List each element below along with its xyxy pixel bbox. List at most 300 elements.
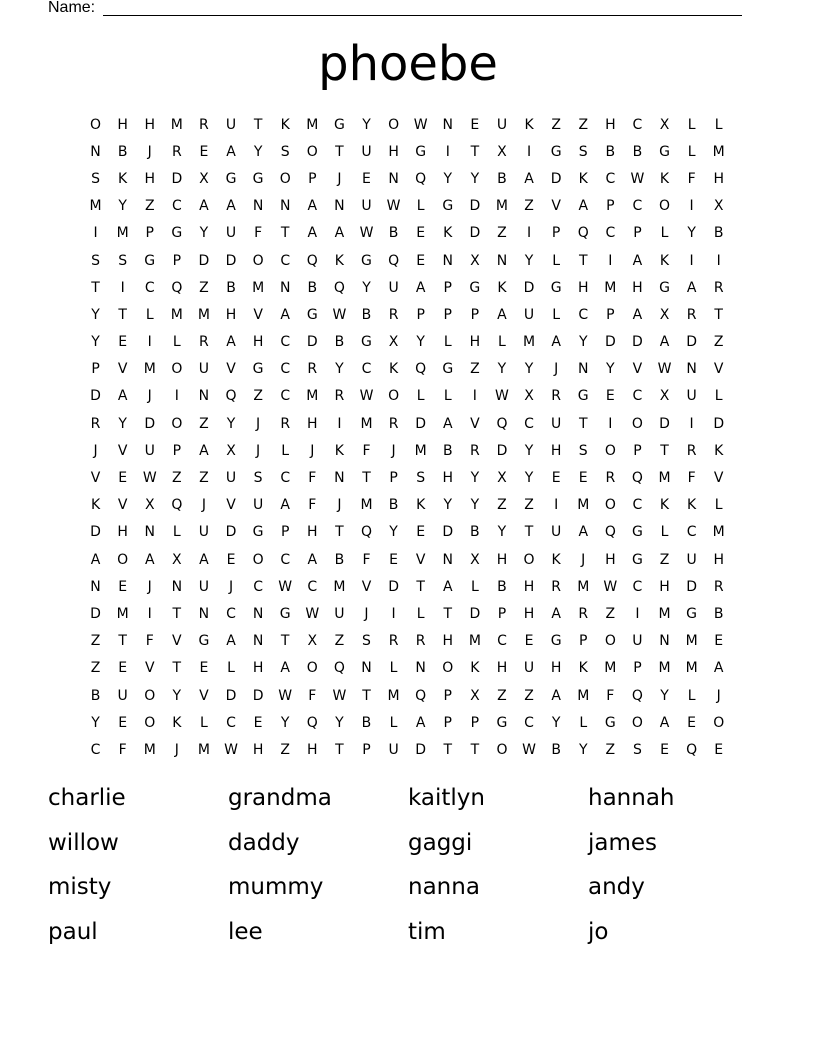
- search-word: charlie: [48, 785, 126, 812]
- grid-letter: P: [633, 660, 642, 677]
- grid-letter: I: [554, 497, 559, 514]
- grid-letter: Z: [334, 633, 345, 650]
- grid-letter: D: [90, 388, 101, 405]
- grid-letter: P: [633, 442, 642, 459]
- grid-letter: T: [524, 524, 534, 541]
- word-row: [48, 821, 768, 866]
- grid-letter: M: [306, 388, 319, 405]
- grid-letter: S: [578, 143, 588, 160]
- grid-letter: P: [91, 361, 100, 378]
- grid-letter: M: [658, 660, 671, 677]
- grid-letter: N: [252, 605, 264, 622]
- grid-letter: S: [91, 252, 100, 269]
- grid-letter: W: [495, 388, 509, 405]
- grid-letter: K: [118, 170, 128, 187]
- grid-letter: O: [306, 143, 318, 160]
- grid-letter: K: [172, 714, 182, 731]
- grid-letter: D: [469, 605, 481, 622]
- grid-letter: S: [91, 170, 100, 187]
- grid-letter: Q: [631, 470, 643, 487]
- grid-letter: P: [308, 170, 317, 187]
- name-label: Name:: [48, 0, 96, 16]
- grid-letter: S: [253, 470, 263, 487]
- grid-letter: X: [659, 116, 670, 133]
- grid-letter: N: [198, 388, 210, 405]
- grid-letter: Y: [118, 415, 127, 432]
- grid-letter: Q: [631, 687, 643, 704]
- grid-letter: G: [550, 633, 562, 650]
- search-word: daddy: [228, 829, 300, 856]
- grid-letter: V: [226, 497, 236, 514]
- grid-letter: Z: [470, 361, 480, 378]
- grid-letter: F: [254, 225, 263, 242]
- grid-letter: G: [659, 279, 670, 296]
- grid-letter: L: [389, 660, 398, 677]
- grid-letter: D: [659, 415, 670, 432]
- grid-letter: A: [497, 306, 507, 323]
- grid-letter: D: [550, 170, 562, 187]
- grid-letter: A: [280, 660, 290, 677]
- grid-letter: H: [252, 660, 264, 677]
- grid-letter: T: [660, 442, 669, 459]
- grid-letter: F: [362, 551, 371, 568]
- grid-letter: V: [144, 660, 155, 677]
- grid-letter: P: [497, 605, 507, 622]
- grid-letter: N: [659, 633, 670, 650]
- grid-letter: Y: [91, 714, 100, 731]
- grid-letter: A: [442, 578, 453, 595]
- grid-letter: T: [172, 605, 182, 622]
- grid-letter: W: [630, 170, 645, 187]
- grid-row: [82, 356, 730, 383]
- grid-letter: A: [415, 279, 426, 296]
- grid-letter: B: [605, 143, 616, 160]
- grid-letter: C: [171, 198, 182, 215]
- grid-letter: Z: [659, 551, 670, 568]
- grid-letter: N: [496, 252, 508, 269]
- grid-letter: L: [416, 605, 425, 622]
- grid-letter: C: [226, 714, 236, 731]
- grid-letter: P: [145, 225, 154, 242]
- grid-letter: I: [526, 225, 532, 242]
- search-word: willow: [48, 829, 119, 856]
- grid-letter: Z: [551, 116, 561, 133]
- grid-letter: H: [605, 551, 616, 568]
- grid-letter: T: [416, 578, 425, 595]
- grid-letter: O: [604, 442, 616, 459]
- grid-letter: I: [174, 388, 179, 405]
- grid-letter: Z: [280, 741, 290, 758]
- grid-letter: Y: [578, 334, 588, 351]
- grid-letter: P: [443, 714, 452, 731]
- grid-letter: Y: [687, 225, 696, 242]
- grid-letter: M: [197, 741, 210, 758]
- grid-letter: S: [632, 741, 642, 758]
- grid-letter: W: [142, 470, 157, 487]
- grid-letter: R: [388, 306, 399, 323]
- grid-letter: A: [578, 524, 589, 541]
- grid-letter: B: [226, 279, 236, 296]
- grid-letter: D: [469, 225, 481, 242]
- grid-letter: Z: [497, 497, 507, 514]
- grid-letter: Q: [306, 252, 318, 269]
- grid-letter: B: [334, 334, 345, 351]
- grid-letter: Q: [171, 279, 183, 296]
- grid-letter: P: [633, 225, 642, 242]
- grid-letter: L: [552, 306, 561, 323]
- grid-letter: R: [199, 334, 209, 351]
- grid-letter: A: [90, 551, 101, 568]
- grid-letter: C: [605, 225, 616, 242]
- grid-letter: J: [201, 497, 206, 514]
- grid-letter: A: [632, 306, 643, 323]
- grid-letter: L: [470, 578, 479, 595]
- grid-letter: R: [686, 306, 697, 323]
- grid-letter: E: [714, 741, 724, 758]
- grid-letter: E: [253, 714, 263, 731]
- grid-letter: U: [388, 279, 399, 296]
- grid-letter: M: [495, 198, 508, 215]
- grid-letter: M: [577, 497, 590, 514]
- grid-letter: T: [470, 143, 480, 160]
- grid-letter: P: [172, 442, 182, 459]
- grid-letter: L: [687, 116, 696, 133]
- grid-letter: N: [415, 660, 426, 677]
- grid-letter: Y: [470, 470, 480, 487]
- grid-letter: C: [578, 306, 589, 323]
- grid-letter: S: [578, 442, 588, 459]
- grid-letter: M: [712, 143, 725, 160]
- grid-letter: F: [308, 497, 317, 514]
- grid-letter: E: [199, 660, 209, 677]
- grid-letter: H: [117, 524, 128, 541]
- grid-letter: Y: [118, 198, 127, 215]
- grid-letter: F: [145, 633, 154, 650]
- grid-letter: A: [442, 415, 453, 432]
- grid-row: [82, 437, 730, 464]
- search-word: paul: [48, 918, 98, 945]
- grid-letter: P: [280, 524, 290, 541]
- grid-row: [82, 301, 730, 328]
- grid-letter: X: [659, 388, 670, 405]
- grid-letter: M: [170, 116, 183, 133]
- grid-letter: D: [252, 687, 264, 704]
- grid-letter: E: [118, 334, 128, 351]
- grid-letter: G: [252, 524, 264, 541]
- grid-letter: P: [416, 306, 425, 323]
- grid-letter: Y: [606, 361, 615, 378]
- grid-letter: L: [714, 497, 723, 514]
- grid-letter: D: [686, 578, 697, 595]
- grid-letter: Y: [362, 116, 371, 133]
- grid-letter: A: [307, 551, 318, 568]
- grid-letter: B: [442, 442, 453, 459]
- grid-letter: L: [660, 225, 669, 242]
- grid-letter: T: [280, 633, 290, 650]
- grid-letter: A: [117, 388, 128, 405]
- grid-letter: W: [359, 225, 374, 242]
- grid-letter: K: [334, 442, 344, 459]
- grid-letter: K: [659, 170, 670, 187]
- grid-letter: L: [200, 714, 208, 731]
- grid-letter: T: [253, 116, 263, 133]
- grid-letter: Z: [253, 388, 263, 405]
- grid-letter: F: [362, 442, 371, 459]
- grid-letter: G: [550, 279, 562, 296]
- grid-letter: C: [524, 415, 534, 432]
- grid-letter: A: [551, 687, 561, 704]
- grid-letter: H: [496, 660, 508, 677]
- grid-letter: J: [337, 170, 342, 187]
- grid-letter: L: [552, 252, 561, 269]
- grid-letter: U: [198, 578, 210, 595]
- grid-letter: A: [307, 198, 318, 215]
- grid-letter: T: [443, 741, 453, 758]
- grid-letter: C: [497, 633, 507, 650]
- grid-letter: J: [256, 442, 261, 459]
- grid-letter: O: [117, 551, 129, 568]
- grid-row: [82, 329, 730, 356]
- name-field: [48, 0, 742, 20]
- grid-letter: M: [116, 225, 129, 242]
- grid-letter: K: [497, 279, 507, 296]
- word-row: [48, 865, 768, 910]
- grid-letter: B: [388, 225, 399, 242]
- grid-letter: W: [386, 198, 401, 215]
- grid-letter: T: [578, 252, 588, 269]
- search-word: gaggi: [408, 829, 473, 856]
- grid-letter: C: [144, 279, 155, 296]
- grid-letter: L: [416, 198, 425, 215]
- grid-letter: B: [497, 578, 507, 595]
- grid-row: [82, 247, 730, 274]
- grid-letter: Y: [443, 170, 453, 187]
- grid-letter: Y: [524, 470, 534, 487]
- grid-letter: G: [252, 361, 264, 378]
- grid-letter: W: [603, 578, 618, 595]
- grid-letter: N: [686, 361, 697, 378]
- grid-letter: O: [713, 714, 725, 731]
- grid-letter: Z: [605, 605, 616, 622]
- grid-letter: P: [172, 252, 182, 269]
- grid-letter: G: [604, 714, 616, 731]
- grid-letter: T: [443, 605, 453, 622]
- grid-letter: H: [388, 143, 399, 160]
- grid-letter: C: [280, 252, 291, 269]
- grid-letter: A: [659, 334, 670, 351]
- grid-letter: U: [252, 497, 264, 514]
- grid-letter: L: [498, 334, 506, 351]
- grid-letter: Q: [577, 225, 589, 242]
- grid-letter: C: [632, 198, 643, 215]
- grid-letter: M: [360, 415, 373, 432]
- grid-letter: M: [143, 361, 156, 378]
- grid-letter: D: [388, 578, 399, 595]
- grid-letter: J: [147, 578, 152, 595]
- grid-letter: A: [144, 551, 155, 568]
- grid-letter: H: [523, 605, 535, 622]
- grid-letter: D: [523, 279, 535, 296]
- grid-letter: I: [689, 198, 694, 215]
- grid-letter: L: [714, 388, 723, 405]
- grid-letter: W: [359, 388, 374, 405]
- grid-letter: H: [469, 334, 481, 351]
- grid-letter: E: [416, 524, 426, 541]
- grid-letter: C: [686, 524, 697, 541]
- grid-letter: R: [171, 143, 182, 160]
- grid-letter: D: [225, 524, 237, 541]
- grid-letter: Q: [415, 170, 427, 187]
- grid-letter: C: [280, 361, 291, 378]
- search-word: tim: [408, 918, 446, 945]
- grid-letter: D: [90, 524, 101, 541]
- grid-letter: U: [496, 116, 508, 133]
- grid-letter: K: [416, 497, 426, 514]
- grid-letter: O: [279, 170, 291, 187]
- grid-letter: D: [144, 415, 156, 432]
- grid-letter: G: [631, 551, 643, 568]
- grid-letter: A: [280, 306, 290, 323]
- grid-letter: C: [226, 605, 236, 622]
- grid-row: [82, 628, 730, 655]
- grid-letter: V: [253, 306, 263, 323]
- grid-letter: Q: [171, 497, 183, 514]
- search-word: jo: [588, 918, 609, 945]
- grid-letter: J: [228, 578, 234, 595]
- grid-letter: A: [686, 279, 697, 296]
- grid-letter: P: [470, 306, 480, 323]
- grid-letter: J: [174, 741, 179, 758]
- grid-letter: Q: [686, 741, 698, 758]
- grid-letter: Z: [578, 116, 589, 133]
- grid-letter: L: [416, 388, 425, 405]
- grid-row: [82, 165, 730, 192]
- grid-letter: A: [551, 605, 561, 622]
- grid-letter: F: [687, 470, 696, 487]
- grid-letter: N: [252, 633, 264, 650]
- grid-letter: Y: [470, 170, 480, 187]
- grid-letter: U: [225, 225, 237, 242]
- grid-letter: E: [226, 551, 236, 568]
- grid-letter: U: [686, 388, 697, 405]
- grid-letter: Z: [144, 198, 155, 215]
- grid-letter: X: [307, 633, 318, 650]
- grid-letter: I: [337, 415, 342, 432]
- grid-letter: Y: [443, 497, 453, 514]
- grid-letter: Q: [306, 714, 318, 731]
- grid-letter: M: [685, 633, 698, 650]
- grid-letter: E: [118, 714, 128, 731]
- search-word: lee: [228, 918, 263, 945]
- grid-letter: X: [659, 306, 670, 323]
- grid-letter: D: [713, 415, 725, 432]
- grid-letter: A: [280, 497, 290, 514]
- grid-letter: G: [225, 170, 237, 187]
- grid-letter: Z: [605, 741, 616, 758]
- grid-letter: R: [307, 361, 318, 378]
- grid-letter: H: [496, 551, 508, 568]
- grid-letter: O: [631, 714, 643, 731]
- grid-letter: L: [687, 143, 696, 160]
- grid-letter: T: [280, 225, 290, 242]
- grid-letter: C: [361, 361, 372, 378]
- grid-letter: W: [657, 361, 672, 378]
- letter-grid: [82, 111, 730, 764]
- grid-letter: M: [197, 306, 210, 323]
- grid-letter: V: [117, 361, 128, 378]
- grid-letter: A: [578, 198, 589, 215]
- grid-letter: A: [226, 334, 236, 351]
- grid-letter: K: [334, 252, 344, 269]
- grid-letter: I: [93, 225, 98, 242]
- grid-letter: Z: [497, 687, 507, 704]
- page-title: phoebe: [318, 36, 498, 92]
- grid-letter: N: [388, 170, 399, 187]
- grid-letter: I: [472, 388, 477, 405]
- grid-letter: O: [90, 116, 102, 133]
- grid-letter: A: [199, 198, 209, 215]
- grid-letter: K: [659, 252, 670, 269]
- grid-letter: Z: [90, 633, 101, 650]
- grid-letter: K: [90, 497, 101, 514]
- grid-letter: D: [604, 334, 616, 351]
- search-word: misty: [48, 874, 112, 901]
- grid-letter: I: [689, 415, 694, 432]
- grid-letter: D: [442, 524, 454, 541]
- grid-letter: L: [145, 306, 154, 323]
- grid-letter: K: [714, 442, 724, 459]
- grid-letter: K: [388, 361, 399, 378]
- grid-letter: T: [335, 524, 344, 541]
- grid-letter: U: [198, 524, 210, 541]
- grid-letter: R: [713, 279, 724, 296]
- grid-letter: J: [337, 497, 342, 514]
- grid-letter: U: [551, 415, 562, 432]
- search-word: mummy: [228, 874, 324, 901]
- grid-letter: E: [118, 578, 128, 595]
- grid-letter: C: [90, 741, 101, 758]
- grid-letter: P: [579, 633, 588, 650]
- grid-letter: L: [172, 524, 181, 541]
- grid-letter: R: [469, 442, 480, 459]
- grid-letter: C: [280, 334, 291, 351]
- grid-letter: G: [469, 279, 481, 296]
- grid-letter: Y: [199, 225, 209, 242]
- grid-letter: H: [523, 578, 535, 595]
- grid-letter: C: [632, 388, 643, 405]
- grid-letter: I: [608, 252, 613, 269]
- grid-letter: V: [470, 415, 480, 432]
- grid-row: [82, 193, 730, 220]
- grid-letter: Y: [551, 714, 561, 731]
- grid-letter: H: [713, 170, 724, 187]
- grid-letter: T: [470, 741, 480, 758]
- grid-letter: A: [307, 225, 318, 242]
- grid-letter: N: [90, 578, 101, 595]
- grid-letter: D: [496, 442, 508, 459]
- grid-letter: D: [306, 334, 318, 351]
- grid-letter: L: [227, 660, 235, 677]
- grid-letter: T: [578, 415, 588, 432]
- grid-letter: G: [550, 143, 562, 160]
- grid-letter: V: [172, 633, 182, 650]
- grid-letter: V: [551, 198, 561, 215]
- grid-letter: Z: [172, 470, 182, 487]
- grid-letter: G: [496, 714, 508, 731]
- grid-letter: B: [334, 551, 345, 568]
- grid-letter: P: [443, 279, 452, 296]
- grid-letter: U: [523, 306, 535, 323]
